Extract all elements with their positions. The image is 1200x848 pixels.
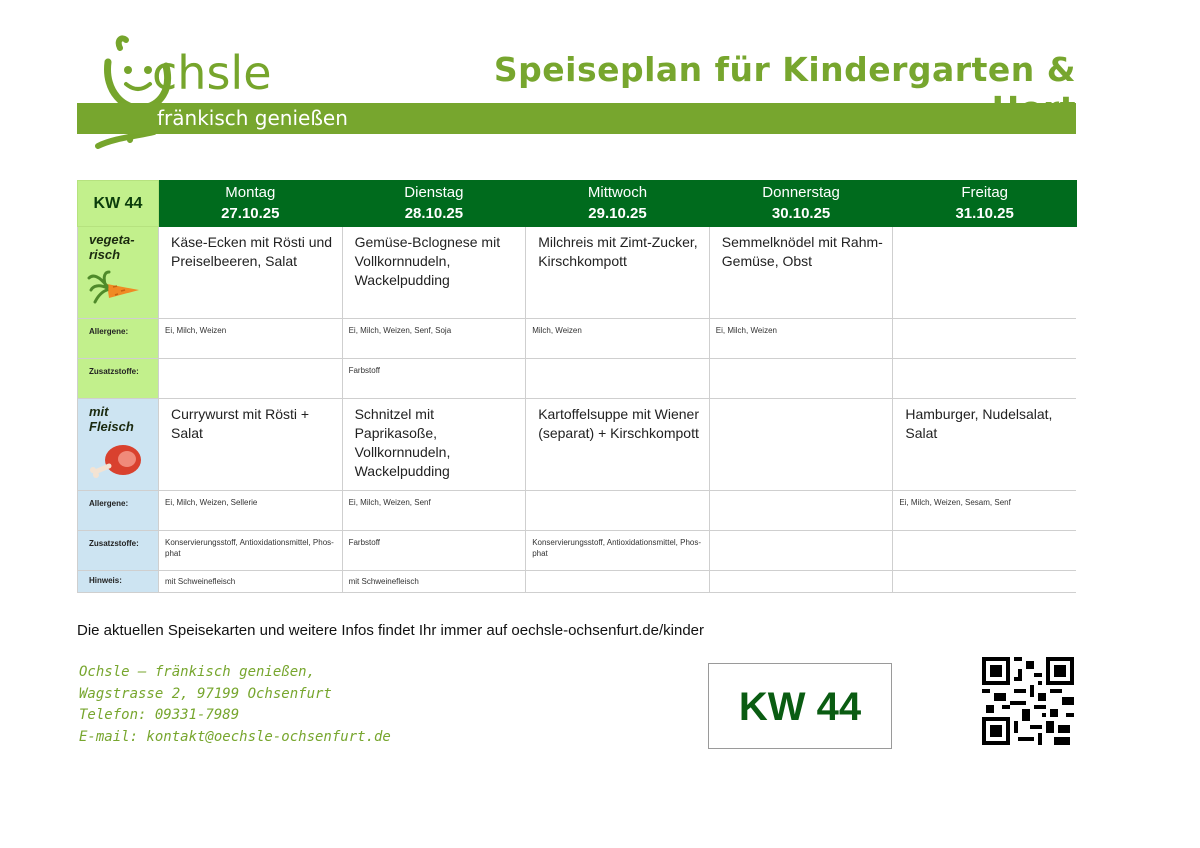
day-header bbox=[893, 181, 1077, 227]
vegetarian-label-2: risch bbox=[89, 247, 121, 262]
notes-label: Hinweis: bbox=[89, 576, 122, 585]
day-name: Freitag bbox=[961, 183, 1009, 201]
additives-cell bbox=[893, 359, 1077, 399]
info-text: Die aktuellen Speisekarten und weitere Infos findet Ihr immer auf oechsle-ochsenfurt.de/kinder bbox=[77, 622, 705, 639]
dish-cell bbox=[893, 227, 1077, 319]
dish-text: Käse-Ecken mit Rösti und Preiselbeeren, Salat bbox=[171, 234, 333, 269]
additives-text: Konservierungsstoff, Antioxidationsmittel, Phos-phat bbox=[165, 538, 334, 558]
allergens-text: Ei, Milch, Weizen bbox=[165, 326, 227, 335]
additives-text bbox=[159, 359, 342, 365]
notes-cell bbox=[159, 571, 343, 593]
vegetarian-label-cell bbox=[78, 227, 159, 319]
dish-text: Currywurst mit Rösti + Salat bbox=[171, 406, 310, 441]
day-name: Mittwoch bbox=[587, 183, 648, 201]
notes-label-cell bbox=[78, 571, 159, 593]
dish-text: Kartoffelsuppe mit Wiener (separat) + Kirschkompott bbox=[538, 406, 700, 441]
allergens-label: Allergene: bbox=[89, 327, 129, 336]
dish-text: Semmelknödel mit Rahm-Gemüse, Obst bbox=[721, 234, 883, 269]
address-block bbox=[79, 662, 391, 748]
logo bbox=[90, 32, 390, 152]
additives-cell bbox=[159, 359, 343, 399]
notes-text: mit Schweinefleisch bbox=[348, 577, 419, 586]
additives-text bbox=[710, 531, 893, 537]
menu-table bbox=[77, 180, 1077, 593]
allergens-cell bbox=[709, 319, 893, 359]
dish-cell bbox=[709, 399, 893, 491]
page-title: Speiseplan für Kindergarten & bbox=[493, 50, 1076, 89]
additives-cell bbox=[342, 359, 526, 399]
day-date: 27.10.25 bbox=[221, 204, 280, 222]
week-box: KW 44 bbox=[708, 663, 892, 749]
notes-text bbox=[710, 571, 893, 576]
dish-cell bbox=[342, 227, 526, 319]
allergens-text: Ei, Milch, Weizen, Senf bbox=[348, 498, 431, 507]
allergens-text bbox=[710, 491, 893, 497]
vegetarian-label: vegeta- bbox=[89, 232, 135, 247]
allergens-cell bbox=[893, 491, 1077, 531]
additives-label: Zusatzstoffe: bbox=[89, 367, 139, 376]
allergens-text: Ei, Milch, Weizen, Senf, Soja bbox=[348, 326, 452, 335]
notes-cell bbox=[709, 571, 893, 593]
allergens-text: Ei, Milch, Weizen, Sesam, Senf bbox=[899, 498, 1011, 507]
additives-text bbox=[710, 359, 893, 365]
day-header bbox=[526, 181, 710, 227]
dish-text bbox=[893, 227, 1076, 233]
meat-notes-row bbox=[78, 571, 1077, 593]
allergens-cell bbox=[709, 491, 893, 531]
additives-cell bbox=[709, 531, 893, 571]
address-line: Wagstrasse 2, 97199 Ochsenfurt bbox=[79, 685, 332, 702]
notes-text bbox=[893, 571, 1076, 576]
additives-cell bbox=[526, 359, 710, 399]
allergens-cell bbox=[159, 319, 343, 359]
day-date: 31.10.25 bbox=[955, 204, 1014, 222]
day-date: 29.10.25 bbox=[588, 204, 647, 222]
day-name: Dienstag bbox=[404, 183, 464, 201]
allergens-cell bbox=[159, 491, 343, 531]
notes-text bbox=[526, 571, 709, 576]
additives-cell bbox=[709, 359, 893, 399]
additives-text: Konservierungsstoff, Antioxidationsmittel, Phos-phat bbox=[532, 538, 702, 558]
logo-wordmark: chsle bbox=[152, 46, 272, 100]
day-header bbox=[709, 181, 893, 227]
vegetarian-additives-row bbox=[78, 359, 1077, 399]
dish-cell bbox=[709, 227, 893, 319]
vegetarian-dish-row bbox=[78, 227, 1077, 319]
additives-cell bbox=[342, 531, 526, 571]
additives-cell bbox=[526, 531, 710, 571]
address-line: E-mail: kontakt@oechsle-ochsenfurt.de bbox=[79, 728, 391, 745]
dish-cell bbox=[342, 399, 526, 491]
day-header bbox=[159, 181, 343, 227]
address-line: Telefon: 09331-7989 bbox=[79, 707, 240, 723]
additives-label-cell bbox=[78, 531, 159, 571]
day-name: Montag bbox=[225, 183, 276, 201]
allergens-cell bbox=[893, 319, 1077, 359]
dish-text: Gemüse-Bclognese mit Vollkornnudeln, Wackelpudding bbox=[354, 234, 501, 288]
dish-cell bbox=[159, 399, 343, 491]
meat-additives-row bbox=[78, 531, 1077, 571]
allergens-cell bbox=[526, 491, 710, 531]
additives-cell bbox=[159, 531, 343, 571]
dish-text: Milchreis mit Zimt-Zucker, Kirschkompott bbox=[538, 234, 698, 269]
qr-code-icon bbox=[982, 657, 1074, 745]
meat-label-cell bbox=[78, 399, 159, 491]
address-line: Ochsle – fränkisch genießen, bbox=[79, 664, 316, 680]
additives-text: Farbstoff bbox=[348, 538, 381, 547]
ham-icon bbox=[87, 442, 143, 478]
table-header-row bbox=[78, 181, 1077, 227]
allergens-label-cell bbox=[78, 491, 159, 531]
allergens-text: Milch, Weizen bbox=[532, 326, 582, 335]
day-date: 30.10.25 bbox=[771, 204, 831, 222]
dish-text bbox=[710, 399, 893, 405]
dish-cell bbox=[893, 399, 1077, 491]
additives-text bbox=[893, 531, 1076, 537]
allergens-cell bbox=[342, 491, 526, 531]
notes-cell bbox=[893, 571, 1077, 593]
carrot-icon bbox=[87, 270, 143, 304]
notes-text: mit Schweinefleisch bbox=[165, 577, 236, 586]
dish-cell bbox=[159, 227, 343, 319]
allergens-text bbox=[526, 491, 709, 497]
notes-cell bbox=[342, 571, 526, 593]
dish-cell bbox=[526, 399, 710, 491]
dish-text: Hamburger, Nudelsalat, Salat bbox=[905, 406, 1053, 441]
allergens-text bbox=[893, 319, 1076, 325]
allergens-label-cell bbox=[78, 319, 159, 359]
additives-label: Zusatzstoffe: bbox=[89, 539, 139, 548]
day-header bbox=[342, 181, 526, 227]
additives-text bbox=[526, 359, 709, 365]
week-label: KW 44 bbox=[78, 181, 159, 227]
notes-cell bbox=[526, 571, 710, 593]
day-date: 28.10.25 bbox=[404, 204, 464, 222]
logo-slogan: fränkisch genießen bbox=[157, 106, 348, 130]
allergens-cell bbox=[342, 319, 526, 359]
allergens-text: Ei, Milch, Weizen bbox=[715, 326, 777, 335]
meat-label: mit bbox=[89, 404, 109, 419]
dish-text: Schnitzel mit Paprikasoße, Vollkornnudeln, Wackelpudding bbox=[354, 406, 451, 479]
additives-text: Farbstoff bbox=[348, 366, 381, 375]
vegetarian-allergens-row bbox=[78, 319, 1077, 359]
dish-cell bbox=[526, 227, 710, 319]
additives-text bbox=[893, 359, 1076, 365]
allergens-cell bbox=[526, 319, 710, 359]
allergens-label: Allergene: bbox=[89, 499, 129, 508]
additives-label-cell bbox=[78, 359, 159, 399]
meat-label-2: Fleisch bbox=[89, 419, 134, 434]
allergens-text: Ei, Milch, Weizen, Sellerie bbox=[165, 498, 258, 507]
meat-allergens-row bbox=[78, 491, 1077, 531]
meat-dish-row bbox=[78, 399, 1077, 491]
additives-cell bbox=[893, 531, 1077, 571]
day-name: Donnerstag bbox=[762, 183, 840, 201]
